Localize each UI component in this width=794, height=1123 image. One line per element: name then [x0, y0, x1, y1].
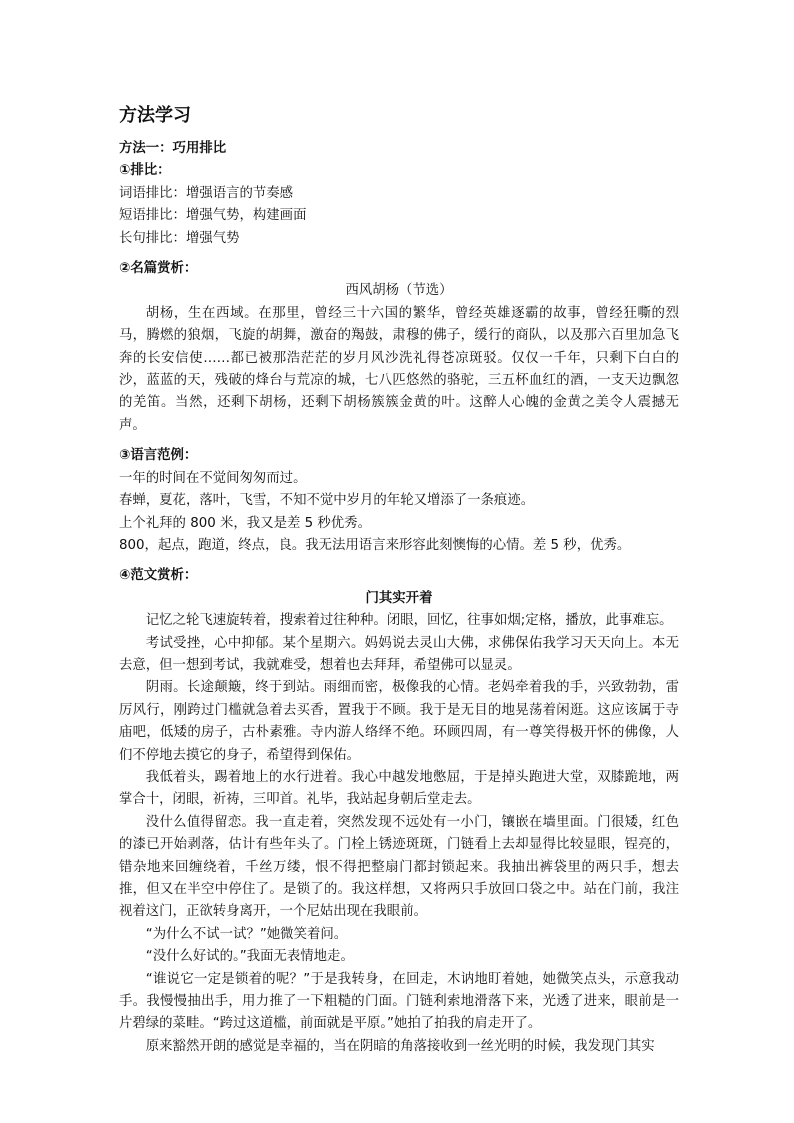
section-1-line: 长句排比：增强气势	[119, 230, 240, 246]
essay-paragraph: 阴雨。长途颠簸，终于到站。雨细而密，极像我的心情。老妈牵着我的手，兴致勃勃，雷厉风行，刚跨过门槛就急着去买香，置我于不顾。我于是无目的地晃荡着闲逛。这应该属于寺庙吧，低矮的房子，古朴素雅。寺内游人络绎不绝。环顾四周，有一尊笑得极开怀的佛像，人们不停地去摸它的身子，希望得到保佑。	[119, 680, 679, 763]
section-3-heading: ③语言范例：	[119, 448, 198, 464]
essay-paragraph: “为什么不试一试？”她微笑着问。	[145, 926, 348, 942]
section-1-heading: ①排比：	[119, 163, 171, 179]
page-title: 方法学习	[119, 105, 191, 126]
document-body	[119, 104, 679, 1058]
piece-title: 西风胡杨（节选）	[345, 283, 453, 299]
section-2-heading: ②名篇赏析：	[119, 261, 198, 277]
example-line: 800，起点，跑道，终点，良。我无法用语言来形容此刻懊悔的心情。差 5 秒，优秀。	[119, 537, 631, 553]
section-1-line: 词语排比：增强语言的节奏感	[119, 185, 294, 201]
essay-paragraph: “没什么好试的。”我面无表情地走。	[145, 949, 354, 965]
essay-paragraph: “谁说它一定是锁着的呢？”于是我转身，在回走，木讷地盯着她，她微笑点头，示意我动手。我慢慢抽出手，用力推了一下粗糙的门面。门链利索地滑落下来，光透了进来，眼前是一片碧绿的菜畦。“跨过这道槛，前面就是平原。”她拍了拍我的肩走开了。	[119, 971, 679, 1032]
example-line: 上个礼拜的 800 米，我又是差 5 秒优秀。	[119, 515, 371, 531]
section-4-heading: ④范文赏析：	[119, 568, 198, 584]
example-line: 春蝉，夏花，落叶，飞雪，不知不觉中岁月的年轮又增添了一条痕迹。	[119, 493, 535, 509]
essay-title: 门其实开着	[365, 590, 433, 606]
essay-paragraph: 没什么值得留恋。我一直走着，突然发现不远处有一小门，镶嵌在墙里面。门很矮，红色的漆已开始剥落，估计有些年头了。门栓上锈迹斑斑，门链看上去却显得比较显眼，锃亮的，错杂地来回缠绕着，千丝万缕，恨不得把整扇门都封锁起来。我抽出裤袋里的两只手，想去推，但又在半空中停住了。是锁了的。我这样想，又将两只手放回口袋之中。站在门前，我注视着这门，正欲转身离开，一个尼姑出现在我眼前。	[119, 814, 679, 920]
piece-paragraph: 胡杨，生在西域。在那里，曾经三十六国的繁华，曾经英雄逐霸的故事，曾经狂嘶的烈马，腾燃的狼烟，飞旋的胡舞，激奋的羯鼓，肃穆的佛子，缓行的商队，以及那六百里加急飞奔的长安信使……都已被那浩茫茫的岁月风沙洗礼得苍凉斑驳。仅仅一千年，只剩下白白的沙，蓝蓝的天，残破的烽台与荒凉的城，七八匹悠然的骆驼，三五杯血红的酒，一支天边飘忽的羌笛。当然，还剩下胡杨，还剩下胡杨簇簇金黄的叶。这醉人心魄的金黄之美令人震撼无声。	[119, 305, 679, 433]
example-line: 一年的时间在不觉间匆匆而过。	[119, 470, 307, 486]
essay-paragraph: 考试受挫，心中抑郁。某个星期六。妈妈说去灵山大佛，求佛保佑我学习天天向上。本无去意，但一想到考试，我就难受，想着也去拜拜，希望佛可以显灵。	[119, 635, 679, 673]
section-1-line: 短语排比：增强气势，构建画面	[119, 208, 307, 224]
essay-paragraph: 记忆之轮飞速旋转着，搜索着过往种种。闭眼，回忆，往事如烟;定格，播放，此事难忘。	[145, 613, 673, 629]
essay-paragraph: 我低着头，踢着地上的水行进着。我心中越发地憋屈，于是掉头跑进大堂，双膝跪地，两掌合十，闭眼，祈祷，三叩首。礼毕，我站起身朝后堂走去。	[119, 769, 679, 808]
method-heading: 方法一：巧用排比	[119, 141, 227, 156]
essay-paragraph: 原来豁然开朗的感觉是幸福的，当在阴暗的角落接收到一丝光明的时候，我发现门其实	[145, 1038, 655, 1054]
